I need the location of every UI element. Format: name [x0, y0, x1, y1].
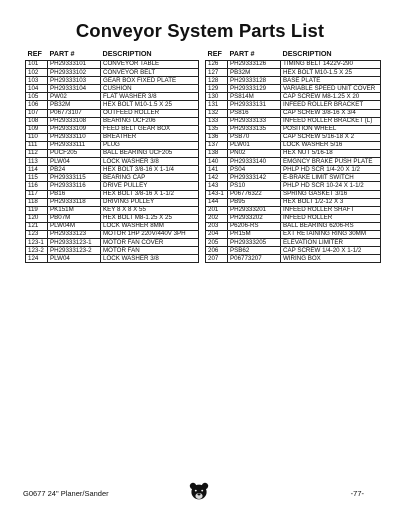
part-number-cell: PH29333129	[228, 85, 281, 93]
description-cell: PLUG	[101, 141, 199, 149]
description-cell: BEARING CAP	[101, 174, 199, 182]
description-cell: HEX BOLT 3/8-16 X 1-1/2	[101, 190, 199, 198]
part-number-column-header: PART #	[49, 49, 75, 59]
description-cell: MOTOR 1HP 220V/440V 3PH	[101, 230, 199, 238]
table-row	[26, 117, 199, 125]
description-cell: BASE PLATE	[281, 77, 381, 85]
table-row	[206, 109, 381, 117]
ref-cell: 140	[206, 158, 228, 166]
table-row	[206, 182, 381, 190]
table-header-row	[26, 50, 199, 61]
part-number-cell: PUCF205	[48, 150, 101, 158]
table-row	[26, 85, 199, 93]
description-cell: LOCK WASHER 3/8	[101, 158, 199, 166]
ref-cell: 204	[206, 230, 228, 238]
part-number-cell: PB32M	[48, 101, 101, 109]
ref-cell: 201	[206, 206, 228, 214]
part-number-cell: PN02	[228, 150, 281, 158]
table-row	[206, 150, 381, 158]
table-row	[26, 77, 199, 85]
ref-cell: 109	[26, 125, 48, 133]
table-row	[206, 222, 381, 230]
table-row	[206, 214, 381, 222]
description-cell: INFEED ROLLER SHAFT	[281, 206, 381, 214]
description-cell: HEX NUT 5/16-18	[281, 150, 381, 158]
description-cell: INFEED ROLLER BRACKET	[281, 101, 381, 109]
description-cell: ELEVATION LIMITER	[281, 239, 381, 247]
ref-cell: 111	[26, 141, 48, 149]
ref-cell: 105	[26, 93, 48, 101]
ref-cell: 137	[206, 141, 228, 149]
part-number-cell: PH29333126	[228, 61, 281, 69]
part-number-cell: PH29333111	[48, 141, 101, 149]
part-number-cell: PLW01	[228, 141, 281, 149]
table-row	[26, 166, 199, 174]
part-number-cell: P06776322	[228, 190, 281, 198]
ref-cell: 130	[206, 93, 228, 101]
description-cell: MOTOR FAN	[101, 247, 199, 255]
part-number-cell: PH29333123-2	[48, 247, 101, 255]
part-number-cell: PH29333201	[228, 206, 281, 214]
table-header-row	[206, 50, 381, 61]
table-row	[26, 206, 199, 214]
description-column-header: DESCRIPTION	[102, 49, 152, 59]
part-number-cell: PH29333103	[48, 77, 101, 85]
ref-cell: 144	[206, 198, 228, 206]
table-row	[206, 158, 381, 166]
table-row	[206, 117, 381, 125]
description-cell: E-BRAKE LIMIT SWITCH	[281, 174, 381, 182]
part-number-cell: PK151M	[48, 206, 101, 214]
description-cell: EMGNCY BRAKE PUSH PLATE	[281, 158, 381, 166]
table-row	[26, 61, 199, 69]
ref-cell: 123-1	[26, 239, 48, 247]
ref-cell: 117	[26, 190, 48, 198]
description-cell: POSITION WHEEL	[281, 125, 381, 133]
part-number-cell: PH29333110	[48, 133, 101, 141]
table-row	[206, 133, 381, 141]
part-number-cell: PB16	[48, 190, 101, 198]
ref-cell: 115	[26, 174, 48, 182]
table-row	[206, 206, 381, 214]
table-row	[26, 125, 199, 133]
table-row	[206, 239, 381, 247]
description-cell: DRIVING PULLEY	[101, 198, 199, 206]
part-number-cell: PLW04	[48, 158, 101, 166]
ref-cell: 123	[26, 230, 48, 238]
ref-cell: 143	[206, 182, 228, 190]
description-cell: KEY 8 X 8 X 55	[101, 206, 199, 214]
part-number-cell: PS814M	[228, 93, 281, 101]
part-number-cell: PSB62	[228, 247, 281, 255]
parts-table-left	[25, 50, 199, 263]
ref-cell: 142	[206, 174, 228, 182]
description-column-header: DESCRIPTION	[282, 49, 332, 59]
ref-column-header: REF	[27, 49, 42, 59]
ref-cell: 112	[26, 150, 48, 158]
ref-cell: 205	[206, 239, 228, 247]
part-number-cell: PB95	[228, 198, 281, 206]
description-cell: HEX BOLT M10-1.5 X 25	[281, 69, 381, 77]
table-row	[26, 93, 199, 101]
table-row	[206, 174, 381, 182]
part-number-cell: PH29333116	[48, 182, 101, 190]
ref-cell: 102	[26, 69, 48, 77]
ref-cell: 135	[206, 125, 228, 133]
description-cell: VARIABLE SPEED UNIT COVER	[281, 85, 381, 93]
table-row	[26, 198, 199, 206]
bear-head-icon	[189, 481, 209, 503]
description-cell: OUTFEED ROLLER	[101, 109, 199, 117]
table-row	[206, 85, 381, 93]
part-number-cell: PH29333123-1	[48, 239, 101, 247]
table-row	[206, 77, 381, 85]
part-number-cell: P06773207	[228, 255, 281, 263]
ref-cell: 129	[206, 85, 228, 93]
parts-table-right-body	[206, 61, 381, 263]
ref-cell: 104	[26, 85, 48, 93]
ref-cell: 203	[206, 222, 228, 230]
table-row	[26, 69, 199, 77]
part-number-cell: PH29333123	[48, 230, 101, 238]
ref-cell: 114	[26, 166, 48, 174]
part-number-cell: PH29333140	[228, 158, 281, 166]
description-cell: LOCK WASHER 5/16	[281, 141, 381, 149]
table-row	[26, 150, 199, 158]
table-row	[26, 190, 199, 198]
ref-cell: 126	[206, 61, 228, 69]
table-row	[26, 239, 199, 247]
table-row	[206, 69, 381, 77]
part-number-cell: PLW04M	[48, 222, 101, 230]
table-row	[26, 222, 199, 230]
ref-cell: 103	[26, 77, 48, 85]
part-number-cell: PH29333135	[228, 125, 281, 133]
description-cell: SPRING GASKET 3/16	[281, 190, 381, 198]
description-cell: FLAT WASHER 3/8	[101, 93, 199, 101]
ref-cell: 113	[26, 158, 48, 166]
description-cell: CAP SCREW 5/16-18 X 2	[281, 133, 381, 141]
table-row	[206, 141, 381, 149]
table-row	[206, 198, 381, 206]
table-row	[26, 182, 199, 190]
ref-cell: 141	[206, 166, 228, 174]
ref-cell: 101	[26, 61, 48, 69]
ref-cell: 106	[26, 101, 48, 109]
parts-table-right	[205, 50, 381, 263]
part-number-cell: PSB70	[228, 133, 281, 141]
ref-column-header: REF	[207, 49, 222, 59]
page-title: Conveyor System Parts List	[75, 20, 325, 41]
ref-cell: 119	[26, 206, 48, 214]
description-cell: BREATHER	[101, 133, 199, 141]
part-number-cell: PH29333131	[228, 101, 281, 109]
description-cell: LOCK WASHER 8MM	[101, 222, 199, 230]
description-cell: BALL BEARING UCF205	[101, 150, 199, 158]
description-cell: BALL BEARING 6206-RS	[281, 222, 381, 230]
description-cell: GEAR BOX FIXED PLATE	[101, 77, 199, 85]
table-row	[206, 190, 381, 198]
part-number-cell: PH29333108	[48, 117, 101, 125]
description-cell: CAP SCREW M8-1.25 X 20	[281, 93, 381, 101]
ref-cell: 202	[206, 214, 228, 222]
ref-cell: 143-1	[206, 190, 228, 198]
description-cell: TIMING BELT 1422V-290	[281, 61, 381, 69]
table-row	[26, 174, 199, 182]
part-number-cell: PH29333104	[48, 85, 101, 93]
ref-cell: 123-2	[26, 247, 48, 255]
part-number-cell: PH29333205	[228, 239, 281, 247]
description-cell: CUSHION	[101, 85, 199, 93]
parts-table-left-body	[26, 61, 199, 263]
description-cell: HEX BOLT M10-1.5 X 25	[101, 101, 199, 109]
ref-cell: 120	[26, 214, 48, 222]
part-number-cell: PS04	[228, 166, 281, 174]
ref-cell: 136	[206, 133, 228, 141]
ref-cell: 206	[206, 247, 228, 255]
part-number-cell: PH29333133	[228, 117, 281, 125]
part-number-cell: PH29333115	[48, 174, 101, 182]
description-cell: WIRING BOX	[281, 255, 381, 263]
part-number-cell: PB24	[48, 166, 101, 174]
part-number-cell: PH29333142	[228, 174, 281, 182]
table-row	[26, 158, 199, 166]
description-cell: DRIVE PULLEY	[101, 182, 199, 190]
description-cell: CAP SCREW 3/8-16 X 3/4	[281, 109, 381, 117]
ref-cell: 132	[206, 109, 228, 117]
description-cell: PHLP HD SCR 1/4-20 X 1/2	[281, 166, 381, 174]
part-number-cell: PH29333118	[48, 198, 101, 206]
description-cell: HEX BOLT 1/2-12 X 3	[281, 198, 381, 206]
ref-cell: 116	[26, 182, 48, 190]
part-number-cell: PS10	[228, 182, 281, 190]
table-row	[26, 141, 199, 149]
description-cell: MOTOR FAN COVER	[101, 239, 199, 247]
part-number-cell: PB32M	[228, 69, 281, 77]
ref-cell: 127	[206, 69, 228, 77]
ref-cell: 128	[206, 77, 228, 85]
table-row	[26, 255, 199, 263]
table-row	[206, 255, 381, 263]
ref-cell: 133	[206, 117, 228, 125]
ref-cell: 107	[26, 109, 48, 117]
ref-cell: 108	[26, 117, 48, 125]
part-number-cell: PH29333101	[48, 61, 101, 69]
ref-cell: 118	[26, 198, 48, 206]
description-cell: PHLP HD SCR 10-24 X 1-1/2	[281, 182, 381, 190]
description-cell: HEX BOLT 3/8-16 X 1-1/4	[101, 166, 199, 174]
table-row	[26, 109, 199, 117]
part-number-cell: P6206-RS	[228, 222, 281, 230]
part-number-cell: PH29333128	[228, 77, 281, 85]
description-cell: CONVEYOR BELT	[101, 69, 199, 77]
table-row	[206, 166, 381, 174]
part-number-cell: PH29333102	[48, 69, 101, 77]
description-cell: LOCK WASHER 3/8	[101, 255, 199, 263]
part-number-cell: P06773107	[48, 109, 101, 117]
table-row	[26, 247, 199, 255]
table-row	[206, 61, 381, 69]
part-number-column-header: PART #	[229, 49, 255, 59]
ref-cell: 121	[26, 222, 48, 230]
ref-cell: 124	[26, 255, 48, 263]
table-row	[26, 101, 199, 109]
table-row	[206, 125, 381, 133]
table-row	[206, 230, 381, 238]
table-row	[26, 133, 199, 141]
ref-cell: 131	[206, 101, 228, 109]
description-cell: FEED BELT GEAR BOX	[101, 125, 199, 133]
part-number-cell: PR15M	[228, 230, 281, 238]
page-number: -77-	[350, 489, 364, 498]
part-number-cell: PS816	[228, 109, 281, 117]
description-cell: HEX BOLT M8-1.25 X 25	[101, 214, 199, 222]
description-cell: EXT RETAINING RING 30MM	[281, 230, 381, 238]
description-cell: BEARING UCF206	[101, 117, 199, 125]
part-number-cell: PB07M	[48, 214, 101, 222]
table-row	[26, 214, 199, 222]
ref-cell: 110	[26, 133, 48, 141]
part-number-cell: PLW04	[48, 255, 101, 263]
description-cell: INFEED ROLLER BRACKET (L)	[281, 117, 381, 125]
table-row	[206, 101, 381, 109]
footer-model-name: G0677 24" Planer/Sander	[23, 489, 109, 498]
table-row	[206, 247, 381, 255]
part-number-cell: PH29333109	[48, 125, 101, 133]
description-cell: INFEED ROLLER	[281, 214, 381, 222]
table-row	[26, 230, 199, 238]
part-number-cell: PW02	[48, 93, 101, 101]
description-cell: CAP SCREW 1/4-20 X 1-1/2	[281, 247, 381, 255]
part-number-cell: PH2933202	[228, 214, 281, 222]
table-row	[206, 93, 381, 101]
ref-cell: 207	[206, 255, 228, 263]
ref-cell: 138	[206, 150, 228, 158]
description-cell: CONVEYOR TABLE	[101, 61, 199, 69]
